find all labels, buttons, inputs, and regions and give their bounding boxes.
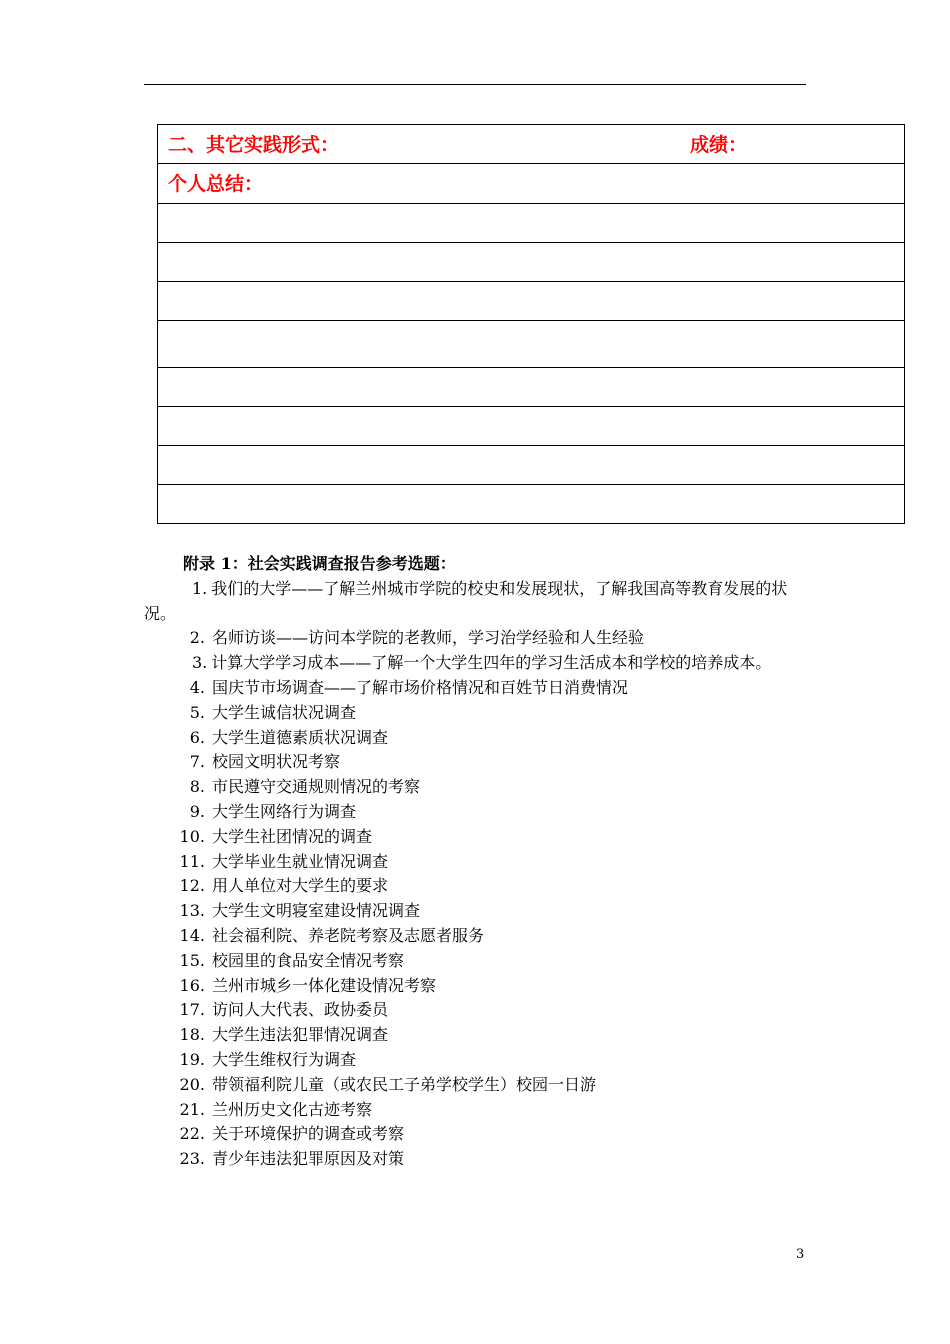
topic-number: 7. [189,752,205,772]
appendix-title: 附录 1：社会实践调查报告参考选题： [183,554,456,573]
topic-number: 10. [179,826,205,846]
topic-number: 6. [189,727,205,747]
topic-text: 大学生文明寝室建设情况调查 [212,901,421,921]
score-label: 成绩： [690,134,748,156]
blank-line [158,485,905,524]
topic-text: 国庆节市场调查——了解市场价格情况和百姓节日消费情况 [212,677,629,697]
topic-item [144,1073,812,1098]
topic-text: 我们的大学——了解兰州城市学院的校史和发展现状，了解我国高等教育发展的状况。 [144,578,788,623]
topic-number: 11. [179,851,205,871]
topic-number: 13. [179,901,205,921]
topic-text: 社会福利院、养老院考察及志愿者服务 [212,925,485,945]
blank-line [158,243,905,282]
topic-item [144,1023,812,1048]
topic-number: 1. [192,578,208,598]
page-number: 3 [796,1247,805,1262]
topic-text: 带领福利院儿童（或农民工子弟学校学生）校园一日游 [212,1074,597,1094]
topic-text: 大学生违法犯罪情况调查 [212,1025,389,1045]
topic-item [144,974,812,999]
topic-text: 青少年违法犯罪原因及对策 [212,1149,405,1169]
topic-text: 大学生道德素质状况调查 [212,727,389,747]
blank-line [158,282,905,321]
topic-number: 16. [179,975,205,995]
topic-number: 9. [189,801,205,821]
topic-text: 大学生诚信状况调查 [212,702,357,722]
other-practice-label: 二、其它实践形式： [168,134,340,156]
topic-number: 8. [189,777,205,797]
topic-text: 名师访谈——访问本学院的老教师，学习治学经验和人生经验 [212,628,645,648]
topic-item [144,676,812,701]
topic-text: 用人单位对大学生的要求 [212,876,389,896]
topic-item [144,800,812,825]
topic-text: 大学生维权行为调查 [212,1049,357,1069]
topic-number: 23. [179,1149,205,1169]
topic-number: 21. [179,1099,205,1119]
other-practice-row [158,125,905,164]
topic-item [144,874,812,899]
topic-item [144,1048,812,1073]
topic-text: 大学毕业生就业情况调查 [212,851,389,871]
topic-item [144,825,812,850]
summary-row [158,164,905,204]
summary-label: 个人总结： [168,173,264,195]
topic-text: 关于环境保护的调查或考察 [212,1124,405,1144]
topic-item [144,701,812,726]
topic-item [144,949,812,974]
topic-item [144,577,812,627]
topic-number: 14. [179,925,205,945]
practice-form-table [157,124,905,524]
topic-number: 3. [192,653,208,673]
header-rule [144,84,806,85]
topic-text: 市民遵守交通规则情况的考察 [212,777,421,797]
topic-text: 兰州市城乡一体化建设情况考察 [212,975,437,995]
topic-item [144,998,812,1023]
topic-item [144,1098,812,1123]
appendix [144,552,812,1172]
topic-item [144,899,812,924]
blank-line [158,446,905,485]
topic-text: 校园文明状况考察 [212,752,341,772]
topic-number: 4. [189,677,205,697]
topic-list [144,577,812,1172]
topic-number: 2. [189,628,205,648]
topic-item [144,726,812,751]
topic-text: 计算大学学习成本——了解一个大学生四年的学习生活成本和学校的培养成本。 [211,653,772,673]
topic-number: 17. [179,1000,205,1020]
topic-number: 15. [179,950,205,970]
topic-text: 兰州历史文化古迹考察 [212,1099,373,1119]
topic-text: 大学生网络行为调查 [212,801,357,821]
blank-line [158,407,905,446]
blank-line [158,204,905,243]
topic-item [144,1122,812,1147]
topic-number: 18. [179,1025,205,1045]
topic-text: 访问人大代表、政协委员 [212,1000,389,1020]
topic-item [144,750,812,775]
topic-number: 22. [179,1124,205,1144]
topic-item [144,1147,812,1172]
topic-text: 大学生社团情况的调查 [212,826,373,846]
topic-text: 校园里的食品安全情况考察 [212,950,405,970]
topic-number: 19. [179,1049,205,1069]
topic-number: 20. [179,1074,205,1094]
topic-item [144,924,812,949]
topic-item [144,775,812,800]
topic-number: 5. [189,702,205,722]
blank-line [158,321,905,368]
topic-item [144,626,812,651]
topic-item [144,850,812,875]
topic-item [144,651,812,676]
topic-number: 12. [179,876,205,896]
blank-line [158,368,905,407]
